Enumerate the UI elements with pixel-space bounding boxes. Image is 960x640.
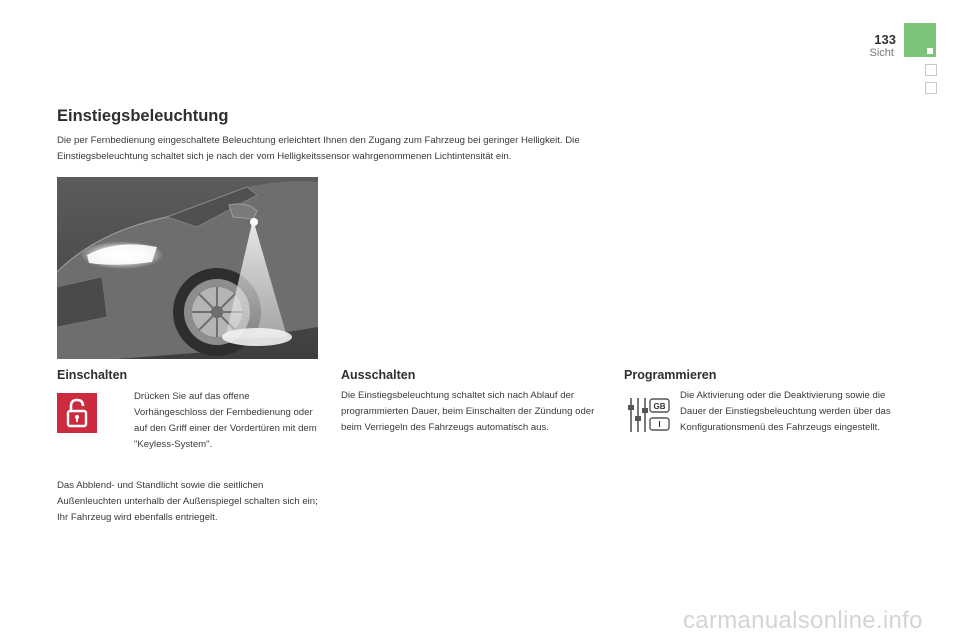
watermark: carmanualsonline.info: [683, 607, 923, 634]
einschalten-instruction: Drücken Sie auf das offene Vorhängeschloss der Fernbedienung oder auf den Griff einer der Vordertüren mit dem "Keyless-System".: [134, 391, 317, 450]
section-name: Sicht: [869, 47, 894, 59]
section-tab[interactable]: [904, 23, 936, 57]
tab-dot-icon: [927, 48, 933, 54]
page-number: 133: [874, 32, 896, 47]
heading-ausschalten: Ausschalten: [341, 368, 416, 382]
icon-label-i: I: [658, 420, 661, 429]
programmieren-text: Die Aktivierung oder die Deaktivierung sowie die Dauer der Einstiegsbeleuchtung werden über das Konfigurationsmenü des Fahrzeugs eingestellt.: [680, 390, 891, 433]
tab-box-icon[interactable]: [925, 82, 937, 94]
heading-einschalten: Einschalten: [57, 368, 128, 382]
tab-box-icon[interactable]: [925, 64, 937, 76]
unlock-icon: [57, 393, 97, 433]
heading-programmieren: Programmieren: [624, 368, 717, 382]
intro-text: Die per Fernbedienung eingeschaltete Beleuchtung erleichtert Ihnen den Zugang zum Fahrzeug bei geringer Helligkeit. Die Einstiegsbeleuchtung schaltet sich je nach der vom Helligkeitssensor wahrgenommenen Lichtintensität ein.: [57, 135, 580, 162]
einschalten-note: Das Abblend- und Standlicht sowie die seitlichen Außenleuchten unterhalb der Außenspiegel schalten sich ein; Ihr Fahrzeug wird ebenfalls entriegelt.: [57, 480, 318, 523]
car-illustration: [57, 177, 318, 359]
settings-sliders-icon: [625, 394, 671, 436]
icon-label-gb: GB: [653, 402, 666, 411]
page-title: Einstiegsbeleuchtung: [57, 107, 229, 125]
ausschalten-text: Die Einstiegsbeleuchtung schaltet sich nach Ablauf der programmierten Dauer, beim Einschalten der Zündung oder beim Verriegeln des Fahrzeugs automatisch aus.: [341, 390, 595, 433]
